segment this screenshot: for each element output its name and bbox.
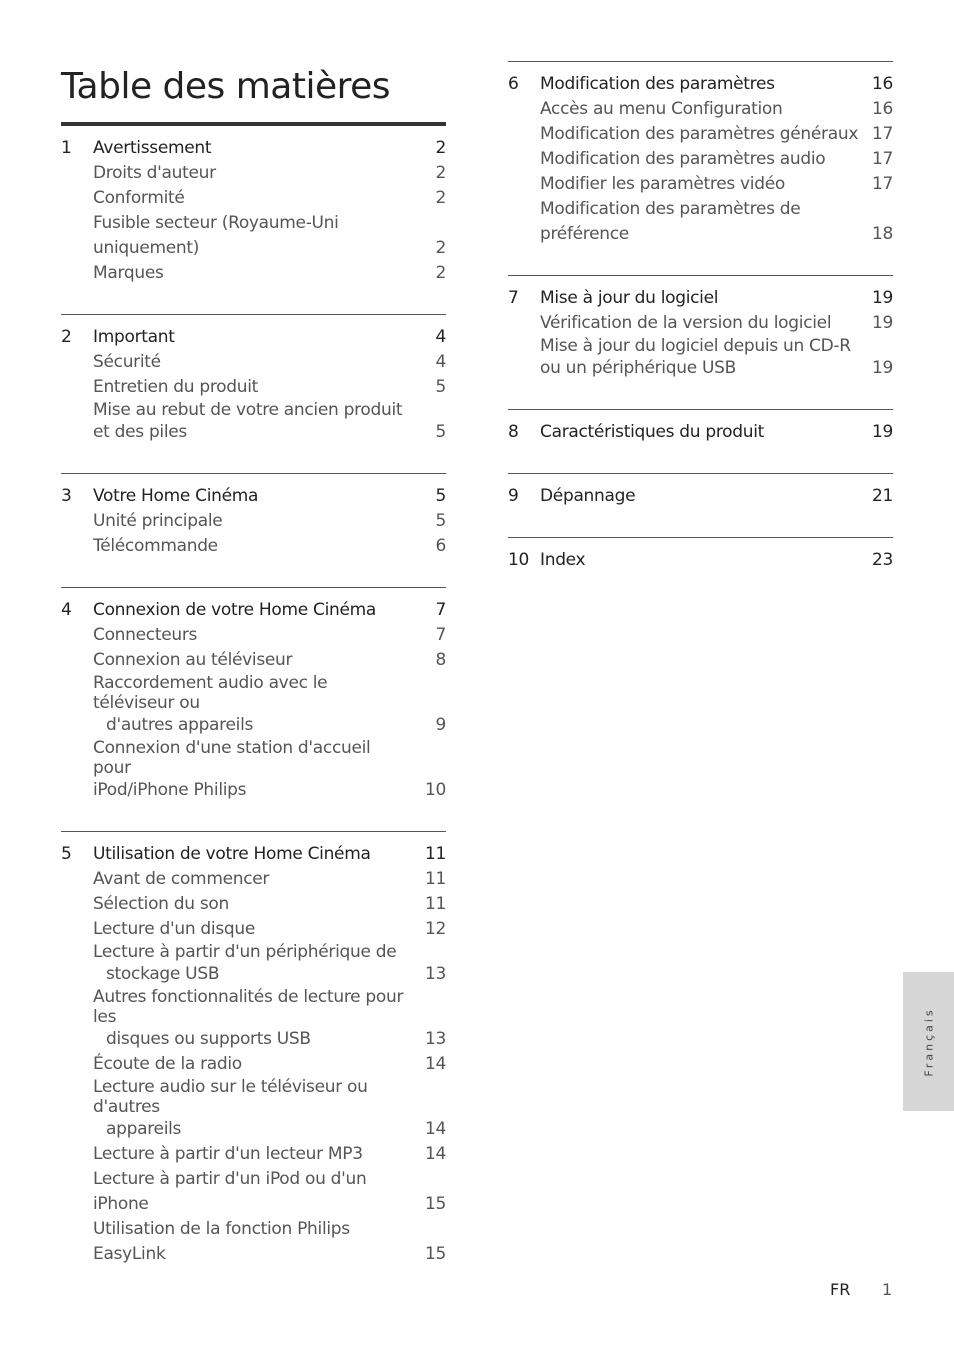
- toc-entry[interactable]: [61, 509, 446, 534]
- entry-title: Utilisation de la fonction Philips EasyLink: [93, 1219, 350, 1264]
- entry-page-number: 2: [435, 263, 446, 283]
- toc-section-heading[interactable]: [508, 484, 893, 509]
- toc-section: [508, 61, 893, 275]
- section-title: Dépannage: [540, 486, 636, 506]
- page-title: Table des matières: [61, 66, 391, 107]
- entry-title: Avant de commencer: [93, 869, 270, 889]
- section-number: 2: [61, 327, 72, 347]
- language-tab: [903, 972, 954, 1111]
- section-number: 4: [61, 600, 72, 620]
- entry-title-line1: Lecture à partir d'un périphérique de: [93, 942, 397, 962]
- toc-entry[interactable]: [508, 197, 893, 247]
- toc-section-heading[interactable]: [61, 484, 446, 509]
- entry-title: [61, 942, 446, 987]
- entry-page-number: 14: [424, 1144, 446, 1164]
- toc-entry[interactable]: [61, 375, 446, 400]
- toc-entry[interactable]: [61, 400, 446, 445]
- section-title: Important: [93, 327, 175, 347]
- entry-title: [61, 987, 446, 1052]
- section-number: 5: [61, 844, 72, 864]
- entry-title-line2: et des piles: [93, 422, 187, 442]
- entry-title: Vérification de la version du logiciel: [540, 313, 832, 333]
- toc-section-heading[interactable]: [508, 72, 893, 97]
- toc-section-heading[interactable]: [508, 548, 893, 573]
- section-title: Caractéristiques du produit: [540, 422, 765, 442]
- toc-entry[interactable]: [61, 987, 446, 1052]
- toc-entry[interactable]: [508, 336, 893, 381]
- toc-entry[interactable]: [61, 648, 446, 673]
- entry-title: Modification des paramètres de préférence: [540, 199, 801, 244]
- section-page-number: 4: [435, 327, 446, 347]
- entry-page-number: 5: [435, 377, 446, 397]
- entry-title: Fusible secteur (Royaume-Uni uniquement): [93, 213, 339, 258]
- toc-entry[interactable]: [61, 534, 446, 559]
- toc-section-heading[interactable]: [61, 136, 446, 161]
- entry-title: Droits d'auteur: [93, 163, 216, 183]
- entry-title-line1: Mise au rebut de votre ancien produit: [93, 400, 403, 420]
- toc-entry[interactable]: [61, 867, 446, 892]
- entry-page-number: 15: [424, 1244, 446, 1264]
- footer-page-number: 1: [882, 1280, 893, 1299]
- toc-entry[interactable]: [61, 1142, 446, 1167]
- toc-entry[interactable]: [61, 186, 446, 211]
- toc-section-heading[interactable]: [61, 325, 446, 350]
- entry-title: Télécommande: [93, 536, 218, 556]
- toc-section-heading[interactable]: [61, 842, 446, 867]
- entry-title-line2: stockage USB: [106, 964, 220, 984]
- entry-title-line2: appareils: [106, 1119, 182, 1139]
- toc-section: [61, 831, 446, 1295]
- entry-page-number: 8: [435, 650, 446, 670]
- entry-title: [61, 738, 446, 803]
- section-page-number: 23: [871, 550, 893, 570]
- toc-entry[interactable]: [61, 1217, 446, 1267]
- toc-entry[interactable]: [508, 311, 893, 336]
- section-title: Votre Home Cinéma: [93, 486, 259, 506]
- entry-page-number: 5: [435, 511, 446, 531]
- entry-title: Entretien du produit: [93, 377, 259, 397]
- toc-section-heading[interactable]: [61, 598, 446, 623]
- entry-page-number: 13: [424, 1029, 446, 1049]
- entry-title: Sélection du son: [93, 894, 229, 914]
- toc-section: [508, 275, 893, 409]
- entry-title-line2: iPod/iPhone Philips: [93, 780, 247, 800]
- entry-page-number: 2: [435, 238, 446, 258]
- entry-title: Modifier les paramètres vidéo: [540, 174, 785, 194]
- entry-page-number: 12: [424, 919, 446, 939]
- entry-page-number: 17: [871, 174, 893, 194]
- toc-entry[interactable]: [61, 161, 446, 186]
- section-number: 1: [61, 138, 72, 158]
- entry-page-number: 19: [871, 313, 893, 333]
- toc-entry[interactable]: [61, 738, 446, 803]
- entry-page-number: 4: [435, 352, 446, 372]
- entry-title: [508, 336, 893, 381]
- entry-page-number: 11: [424, 869, 446, 889]
- section-page-number: 11: [424, 844, 446, 864]
- toc-section: [61, 314, 446, 473]
- section-page-number: 16: [871, 74, 893, 94]
- entry-title: Modification des paramètres audio: [540, 149, 826, 169]
- footer-language: FR: [830, 1280, 851, 1299]
- entry-page-number: 7: [435, 625, 446, 645]
- section-title: Mise à jour du logiciel: [540, 288, 719, 308]
- entry-page-number: 5: [435, 422, 446, 442]
- toc-entry[interactable]: [61, 917, 446, 942]
- toc-entry[interactable]: [61, 261, 446, 286]
- entry-title: Modification des paramètres généraux: [540, 124, 859, 144]
- entry-title: Connexion au téléviseur: [93, 650, 293, 670]
- section-page-number: 19: [871, 288, 893, 308]
- section-number: 6: [508, 74, 519, 94]
- entry-title: Connecteurs: [93, 625, 198, 645]
- entry-page-number: 6: [435, 536, 446, 556]
- section-title: Utilisation de votre Home Cinéma: [93, 844, 371, 864]
- toc-left-column: [61, 122, 446, 1295]
- toc-entry[interactable]: [61, 623, 446, 648]
- entry-title: Lecture à partir d'un iPod ou d'un iPhone: [93, 1169, 367, 1214]
- toc-entry[interactable]: [61, 350, 446, 375]
- entry-page-number: 14: [424, 1119, 446, 1139]
- entry-title-line1: Connexion d'une station d'accueil pour: [93, 738, 371, 778]
- section-page-number: 19: [871, 422, 893, 442]
- entry-page-number: 10: [424, 780, 446, 800]
- toc-section-heading[interactable]: [508, 286, 893, 311]
- entry-title: Conformité: [93, 188, 185, 208]
- entry-title-line1: Mise à jour du logiciel depuis un CD-R: [540, 336, 851, 356]
- toc-entry[interactable]: [61, 942, 446, 987]
- toc-entry[interactable]: [508, 172, 893, 197]
- section-number: 7: [508, 288, 519, 308]
- entry-title-line2: ou un périphérique USB: [540, 358, 736, 378]
- entry-title-line1: Autres fonctionnalités de lecture pour les: [93, 987, 404, 1027]
- section-page-number: 21: [871, 486, 893, 506]
- section-page-number: 5: [435, 486, 446, 506]
- entry-page-number: 17: [871, 149, 893, 169]
- section-number: 9: [508, 486, 519, 506]
- entry-title: Lecture à partir d'un lecteur MP3: [93, 1144, 363, 1164]
- toc-section: [61, 122, 446, 314]
- toc-section: [508, 473, 893, 537]
- entry-title-line1: Lecture audio sur le téléviseur ou d'autres: [93, 1077, 368, 1117]
- entry-page-number: 14: [424, 1054, 446, 1074]
- entry-title: Écoute de la radio: [93, 1054, 242, 1074]
- entry-title: Accès au menu Configuration: [540, 99, 783, 119]
- entry-title-line1: Raccordement audio avec le téléviseur ou: [93, 673, 328, 713]
- toc-entry[interactable]: [508, 122, 893, 147]
- toc-entry[interactable]: [508, 97, 893, 122]
- section-number: 8: [508, 422, 519, 442]
- entry-page-number: 17: [871, 124, 893, 144]
- section-number: 3: [61, 486, 72, 506]
- toc-entry[interactable]: [61, 1077, 446, 1142]
- toc-entry[interactable]: [508, 147, 893, 172]
- entry-page-number: 9: [435, 715, 446, 735]
- section-page-number: 7: [435, 600, 446, 620]
- entry-title: Unité principale: [93, 511, 223, 531]
- toc-right-column: [508, 61, 893, 601]
- section-page-number: 2: [435, 138, 446, 158]
- toc-section: [61, 587, 446, 831]
- entry-title: [61, 673, 446, 738]
- toc-section-heading[interactable]: [508, 420, 893, 445]
- entry-title: Sécurité: [93, 352, 161, 372]
- entry-title: Lecture d'un disque: [93, 919, 256, 939]
- entry-title: [61, 400, 446, 445]
- entry-page-number: 13: [424, 964, 446, 984]
- language-tab-label: Français: [922, 1006, 935, 1077]
- toc-entry[interactable]: [61, 1052, 446, 1077]
- toc-entry[interactable]: [61, 892, 446, 917]
- toc-section: [61, 473, 446, 587]
- entry-page-number: 2: [435, 188, 446, 208]
- entry-title-line2: disques ou supports USB: [106, 1029, 311, 1049]
- section-number: 10: [508, 550, 530, 570]
- entry-title: [61, 1077, 446, 1142]
- section-title: Modification des paramètres: [540, 74, 775, 94]
- entry-page-number: 15: [424, 1194, 446, 1214]
- entry-page-number: 19: [871, 358, 893, 378]
- entry-title: Marques: [93, 263, 164, 283]
- toc-entry[interactable]: [61, 1167, 446, 1217]
- section-title: Index: [540, 550, 586, 570]
- section-title: Connexion de votre Home Cinéma: [93, 600, 377, 620]
- entry-page-number: 18: [871, 224, 893, 244]
- section-title: Avertissement: [93, 138, 212, 158]
- entry-page-number: 16: [871, 99, 893, 119]
- entry-page-number: 2: [435, 163, 446, 183]
- entry-title-line2: d'autres appareils: [106, 715, 254, 735]
- toc-entry[interactable]: [61, 673, 446, 738]
- toc-section: [508, 537, 893, 601]
- entry-page-number: 11: [424, 894, 446, 914]
- toc-entry[interactable]: [61, 211, 446, 261]
- toc-section: [508, 409, 893, 473]
